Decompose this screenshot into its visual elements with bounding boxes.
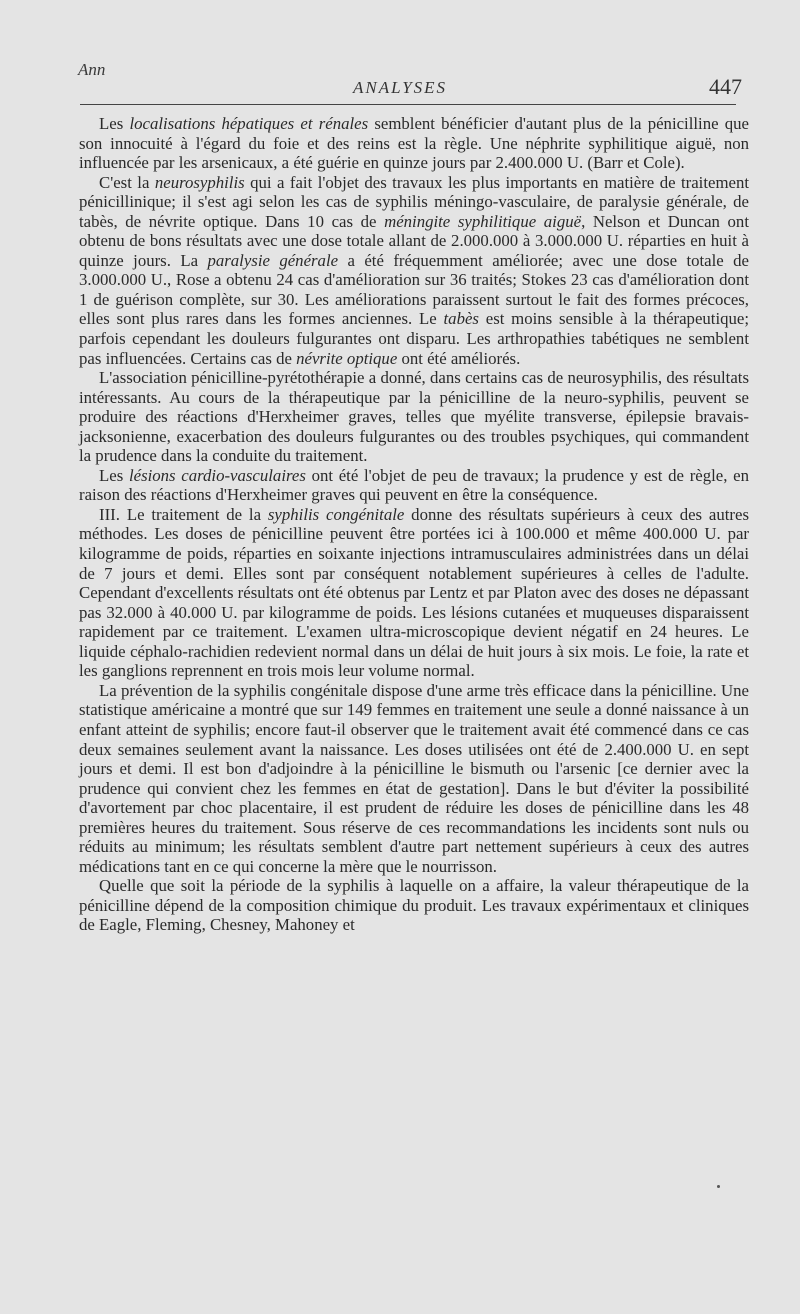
page-number: 447 xyxy=(709,74,742,99)
italic-term: méningite syphilitique aiguë xyxy=(384,211,582,231)
paragraph-prevention xyxy=(79,681,749,876)
italic-term: paralysie générale xyxy=(207,250,339,270)
text-run: ont été améliorés. xyxy=(397,348,521,368)
text-run: semblent bénéficier d'autant plus de la pénicilline que son innocuité à l'égard du foie et des reins est la règle. Une néphrite syphilitique aiguë, non influencée par les arsenicaux, a été guérie en quinze jours par 2.400.000 U. (Barr et Cole). xyxy=(79,114,750,173)
print-speck xyxy=(717,1185,720,1188)
paragraph-congenital-syphilis xyxy=(79,505,749,681)
italic-term: tabès xyxy=(443,309,479,329)
paragraph-pyretotherapy xyxy=(79,368,749,466)
text-run: C'est la xyxy=(99,172,155,192)
text-run: donne des résultats supérieurs à ceux des autres méthodes. Les doses de pénicilline peuvent être portées ici à 100.000 et même 400.000 U. par kilogramme de poids, réparties en soixante injections intramusculaires administrées dans un délai de 7 jours et demi. Elles sont par conséquent notablement supérieures à celles de l'adulte. Cependant d'excellents résultats ont été obtenus par Lentz et par Platon avec des doses ne dépassant pas 32.000 à 40.000 U. par kilogramme de poids. Les lésions cutanées et muqueuses disparaissent rapidement par ce traitement. L'examen ultra-microscopique devient négatif en 24 heures. Le liquide céphalo-rachidien redevient normal dans un délai de huit jours à six mois. Le foie, la rate et les ganglions reprennent en trois mois leur volume normal. xyxy=(79,504,749,681)
italic-term: syphilis congénitale xyxy=(267,504,405,524)
text-run: est moins sensible à la thérapeutique; parfois cependant les douleurs fulgurantes ont disparu. Les arthropathies tabétiques ne semblent pas influencées. Certains cas de xyxy=(79,309,749,368)
margin-annotation: Ann xyxy=(78,60,106,79)
italic-term: neurosyphilis xyxy=(154,172,245,192)
text-run: Les xyxy=(99,465,129,485)
italic-term: lésions cardio-vasculaires xyxy=(128,465,306,485)
text-run: qui a fait l'objet des travaux les plus importants en matière de traitement pénicillinique; il s'est agi selon les cas de syphilis méningo-vasculaire, de paralysie générale, de tabès, de névrite optique. Dans 10 cas de xyxy=(79,172,749,231)
paragraph-chemical-composition xyxy=(79,876,749,935)
running-head: ANALYSES xyxy=(352,78,448,97)
body-text xyxy=(79,114,749,935)
text-run: Quelle que soit la période de la syphilis à laquelle on a affaire, la valeur thérapeutique de la pénicilline dépend de la composition chimique du produit. Les travaux expérimentaux et cliniques de Eagle, Fleming, Chesney, Mahoney et xyxy=(79,876,749,935)
italic-term: névrite optique xyxy=(296,348,398,368)
paragraph-hepatic-renal xyxy=(79,114,749,173)
header-rule xyxy=(80,104,736,105)
text-run: , Nelson et Duncan ont obtenu de bons résultats avec une dose totale allant de 2.000.000 à 3.000.000 U. réparties en huit à quinze jours. La xyxy=(79,211,749,270)
italic-term: localisations hépatiques et rénales xyxy=(129,114,369,133)
text-run: III. Le traitement de la xyxy=(99,504,268,524)
text-run: La prévention de la syphilis congénitale dispose d'une arme très efficace dans la pénicilline. Une statistique américaine a montré que sur 149 femmes en traitement une seule a donné naissance à un enfant atteint de syphilis; encore faut-il observer que le traitement avait été commencé dans ce cas deux semaines seulement avant la naissance. Les doses utilisées ont été de 2.400.000 U. en sept jours et demi. Il est bon d'adjoindre à la pénicilline le bismuth ou l'arsenic [ce dernier avec la prudence qui convient chez les femmes en état de gestation]. Dans le but d'éviter la possibilité d'avortement par choc placentaire, il est prudent de réduire les doses de pénicilline dans les 48 premières heures du traitement. Sous réserve de ces recommandations les incidents sont nuls ou réduits au minimum; les résultats semblent d'autre part nettement supérieurs à ceux des autres médications tant en ce qui concerne la mère que le nourrisson. xyxy=(79,680,749,876)
paragraph-cardiovascular xyxy=(79,466,749,505)
text-run: Les xyxy=(99,114,130,133)
text-run: L'association pénicilline-pyrétothérapie a donné, dans certains cas de neurosyphilis, des résultats intéressants. Au cours de la thérapeutique par la pénicilline de la neuro-syphilis, peuvent se produire des réactions d'Herxheimer graves, telles que myélite transverse, épilepsie bravais-jacksonienne, exacerbation des douleurs fulgurantes ou des troubles psychiques, qui commandent la prudence dans la conduite du traitement. xyxy=(79,368,749,466)
paragraph-neurosyphilis xyxy=(79,173,749,368)
text-run: a été fréquemment améliorée; avec une dose totale de 3.000.000 U., Rose a obtenu 24 cas d'amélioration sur 36 traités; Stokes 23 cas d'amélioration dont 1 de guérison complète, sur 30. Les améliorations paraissent surtout le fait des formes précoces, elles sont plus rares dans les formes anciennes. Le xyxy=(79,250,749,329)
text-run: ont été l'objet de peu de travaux; la prudence y est de règle, en raison des réactions d'Herxheimer graves qui peuvent en être la conséquence. xyxy=(79,465,749,505)
